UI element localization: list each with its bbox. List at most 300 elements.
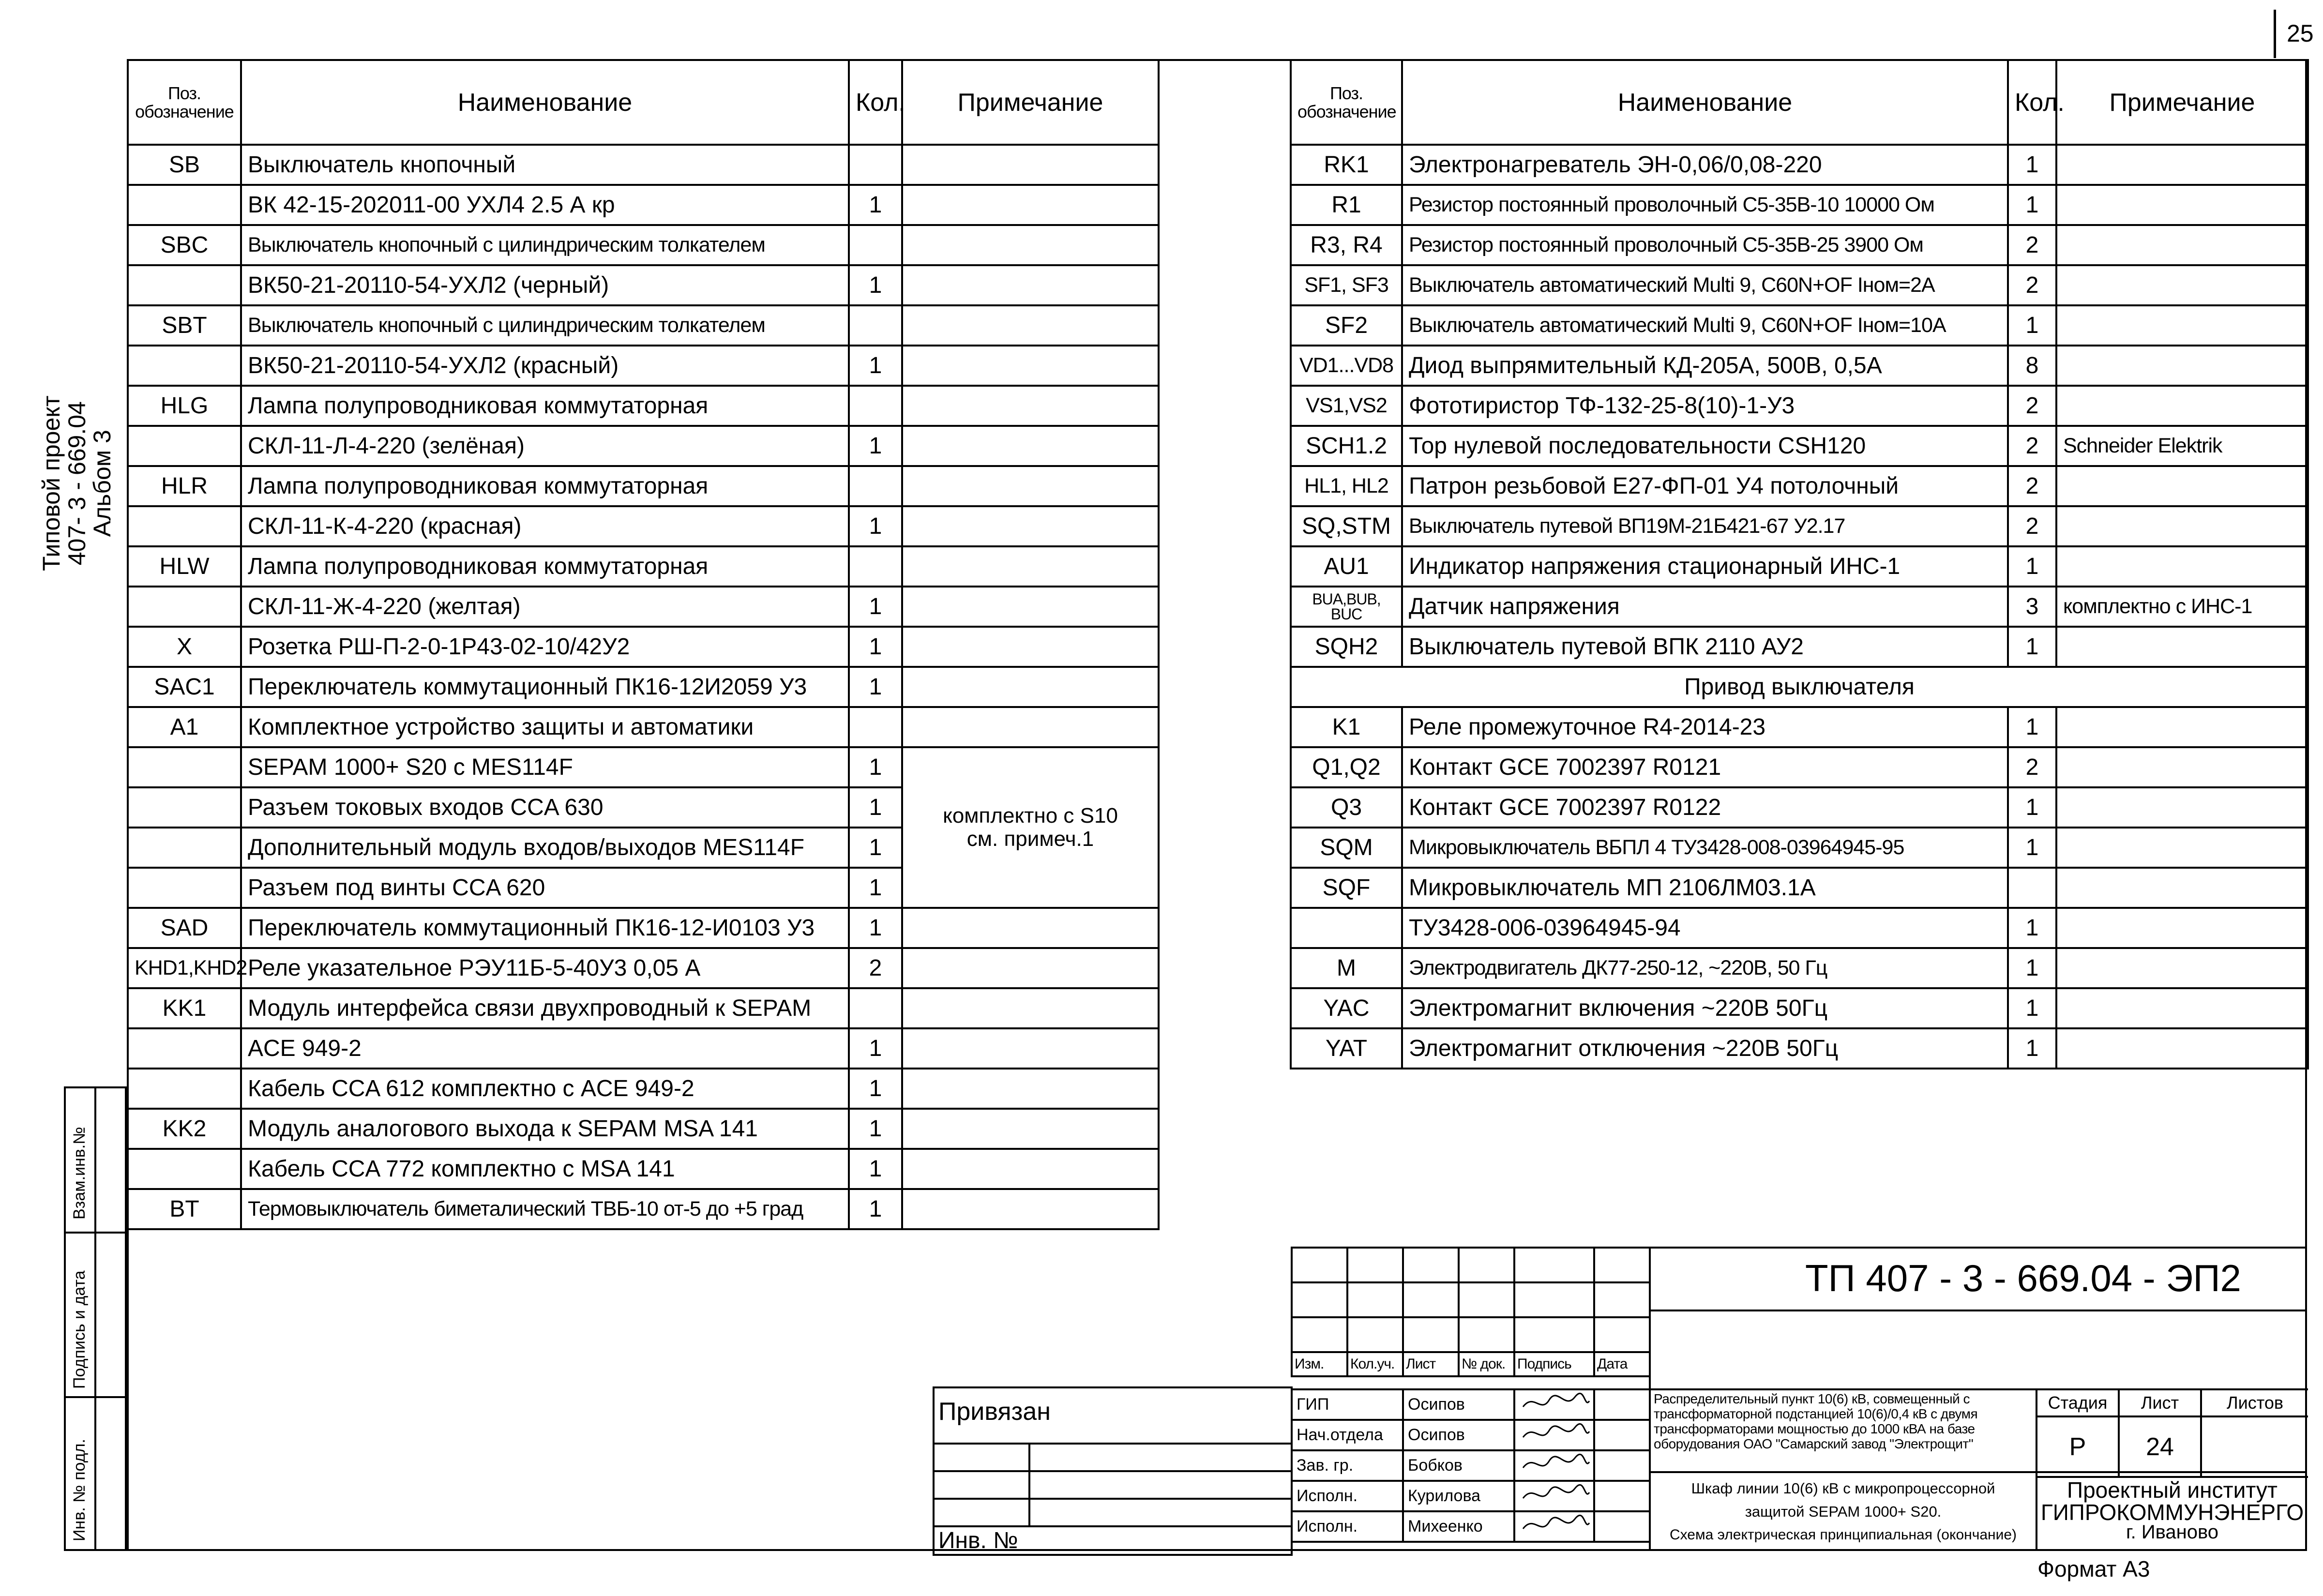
table-row bbox=[128, 225, 1159, 265]
row-name: ВК 42-15-202011-00 УХЛ4 2.5 А кр bbox=[241, 185, 849, 225]
signature-image bbox=[1514, 1511, 1594, 1542]
table-row bbox=[128, 587, 1159, 627]
row-qty: 1 bbox=[849, 627, 902, 667]
row-note bbox=[2056, 868, 2308, 908]
role-label: Зав. гр. bbox=[1292, 1450, 1403, 1481]
row-name: ТУ3428-006-03964945-94 bbox=[1402, 908, 2008, 948]
row-note bbox=[2056, 346, 2308, 386]
table-row bbox=[1291, 787, 2308, 828]
merged-note-line1: комплектно с S10 bbox=[943, 803, 1118, 828]
table-row bbox=[128, 305, 1159, 346]
row-qty: 2 bbox=[2008, 386, 2056, 426]
row-name: Тор нулевой последовательности CSH120 bbox=[1402, 426, 2008, 466]
row-note bbox=[2056, 707, 2308, 747]
sign-date bbox=[1594, 1481, 1650, 1511]
header-note: Примечание bbox=[902, 60, 1159, 145]
side-label-line3: Альбом 3 bbox=[89, 430, 116, 537]
row-note bbox=[902, 1109, 1159, 1149]
row-note bbox=[902, 346, 1159, 386]
row-pos: SAD bbox=[128, 908, 241, 948]
row-name: Переключатель коммутационный ПК16-12И2059 У3 bbox=[241, 667, 849, 707]
row-pos bbox=[128, 265, 241, 305]
revision-col-header: Дата bbox=[1594, 1352, 1650, 1376]
person-name: Бобков bbox=[1403, 1450, 1514, 1481]
row-note-merged bbox=[902, 747, 1159, 908]
row-note bbox=[2056, 506, 2308, 546]
row-note bbox=[902, 1069, 1159, 1109]
row-pos bbox=[1291, 908, 1402, 948]
row-note bbox=[2056, 747, 2308, 787]
row-pos bbox=[128, 587, 241, 627]
table-row bbox=[128, 145, 1159, 185]
table-row bbox=[1291, 627, 2308, 667]
sheet-value: 24 bbox=[2119, 1416, 2201, 1477]
row-note bbox=[2056, 828, 2308, 868]
table-row bbox=[1291, 587, 2308, 627]
revision-col-header: Лист bbox=[1403, 1352, 1459, 1376]
strip-label-inv: Инв. № подл. bbox=[70, 1439, 89, 1541]
role-label: Исполн. bbox=[1292, 1511, 1403, 1542]
row-name: Переключатель коммутационный ПК16-12-И0103 У3 bbox=[241, 908, 849, 948]
header-name: Наименование bbox=[1402, 60, 2008, 145]
row-pos bbox=[128, 185, 241, 225]
table-row bbox=[128, 1149, 1159, 1189]
row-name: Разъем под винты CCA 620 bbox=[241, 868, 849, 908]
table-row bbox=[128, 265, 1159, 305]
row-pos: SBT bbox=[128, 305, 241, 346]
sign-date bbox=[1594, 1420, 1650, 1450]
row-note bbox=[902, 587, 1159, 627]
row-name: Лампа полупроводниковая коммутаторная bbox=[241, 386, 849, 426]
row-pos bbox=[128, 868, 241, 908]
row-name: Лампа полупроводниковая коммутаторная bbox=[241, 466, 849, 506]
row-pos: YAT bbox=[1291, 1028, 1402, 1069]
person-name: Михеенко bbox=[1403, 1511, 1514, 1542]
row-qty: 2 bbox=[849, 948, 902, 988]
row-pos: K1 bbox=[1291, 707, 1402, 747]
page-number: 25 bbox=[2287, 20, 2314, 47]
row-name: ВК50-21-20110-54-УХЛ2 (черный) bbox=[241, 265, 849, 305]
row-note bbox=[2056, 787, 2308, 828]
merged-note-line2: см. примеч.1 bbox=[966, 827, 1094, 851]
signature-scribble bbox=[1519, 1390, 1592, 1415]
row-note bbox=[902, 466, 1159, 506]
row-pos bbox=[128, 1069, 241, 1109]
row-qty bbox=[849, 386, 902, 426]
table-row bbox=[128, 747, 1159, 787]
row-qty: 2 bbox=[2008, 747, 2056, 787]
row-pos: HLR bbox=[128, 466, 241, 506]
sheet-title-1: Шкаф линии 10(6) кВ с микропроцессорной bbox=[1691, 1480, 1995, 1497]
row-name: Реле промежуточное R4-2014-23 bbox=[1402, 707, 2008, 747]
row-note bbox=[902, 988, 1159, 1028]
right-header-row bbox=[1291, 60, 2308, 145]
row-pos bbox=[128, 506, 241, 546]
row-note bbox=[902, 225, 1159, 265]
row-pos: HL1, HL2 bbox=[1291, 466, 1402, 506]
signature-image bbox=[1514, 1420, 1594, 1450]
row-qty: 1 bbox=[2008, 988, 2056, 1028]
sign-date bbox=[1594, 1389, 1650, 1420]
table-row bbox=[128, 627, 1159, 667]
row-note bbox=[2056, 988, 2308, 1028]
sheet-title-2: защитой SEPAM 1000+ S20. bbox=[1745, 1503, 1942, 1520]
person-name: Курилова bbox=[1403, 1481, 1514, 1511]
row-pos: YAC bbox=[1291, 988, 1402, 1028]
row-name: СКЛ-11-Л-4-220 (зелёная) bbox=[241, 426, 849, 466]
row-pos: VD1...VD8 bbox=[1291, 346, 1402, 386]
row-qty: 1 bbox=[849, 346, 902, 386]
table-row bbox=[1291, 265, 2308, 305]
row-qty: 1 bbox=[849, 506, 902, 546]
row-note bbox=[2056, 185, 2308, 225]
row-name: Розетка РШ-П-2-0-1Р43-02-10/42У2 bbox=[241, 627, 849, 667]
left-header-row bbox=[128, 60, 1159, 145]
strip-label-signature: Подпись и дата bbox=[70, 1270, 89, 1389]
row-qty: 2 bbox=[2008, 466, 2056, 506]
row-qty: 1 bbox=[849, 426, 902, 466]
signature-row bbox=[1292, 1420, 1650, 1450]
table-row bbox=[128, 1069, 1159, 1109]
signature-image bbox=[1514, 1450, 1594, 1481]
org-line-3: г. Иваново bbox=[2126, 1521, 2219, 1543]
row-pos: Q3 bbox=[1291, 787, 1402, 828]
row-qty: 1 bbox=[2008, 1028, 2056, 1069]
row-pos: R1 bbox=[1291, 185, 1402, 225]
row-note bbox=[902, 386, 1159, 426]
row-name: Микровыключатель ВБПЛ 4 ТУ3428-008-03964945-95 bbox=[1402, 828, 2008, 868]
row-pos: VS1,VS2 bbox=[1291, 386, 1402, 426]
row-qty: 1 bbox=[849, 1149, 902, 1189]
sheet-title-cell bbox=[1649, 1471, 2037, 1551]
revision-col-header: Подпись bbox=[1514, 1352, 1594, 1376]
row-pos: SAC1 bbox=[128, 667, 241, 707]
row-note bbox=[902, 908, 1159, 948]
row-qty: 1 bbox=[2008, 627, 2056, 667]
table-row bbox=[128, 546, 1159, 587]
row-name: Выключатель кнопочный с цилиндрическим толкателем bbox=[241, 225, 849, 265]
row-note: Schneider Elektrik bbox=[2056, 426, 2308, 466]
row-note bbox=[902, 145, 1159, 185]
row-name: Контакт GCE 7002397 R0121 bbox=[1402, 747, 2008, 787]
header-qty: Кол. bbox=[849, 60, 902, 145]
row-qty: 1 bbox=[2008, 185, 2056, 225]
row-pos: SQ,STM bbox=[1291, 506, 1402, 546]
header-note: Примечание bbox=[2056, 60, 2308, 145]
org-line-2: ГИПРОКОММУНЭНЕРГО bbox=[2040, 1500, 2304, 1525]
stage-grid bbox=[2036, 1388, 2308, 1478]
row-name: Выключатель путевой ВПК 2110 АУ2 bbox=[1402, 627, 2008, 667]
table-row bbox=[1291, 466, 2308, 506]
table-row bbox=[128, 908, 1159, 948]
row-name: Резистор постоянный проволочный С5-35В-10 10000 Ом bbox=[1402, 185, 2008, 225]
row-qty bbox=[849, 988, 902, 1028]
section-title: Привод выключателя bbox=[1291, 667, 2308, 707]
table-row bbox=[1291, 506, 2308, 546]
row-qty: 1 bbox=[849, 265, 902, 305]
row-qty: 3 bbox=[2008, 587, 2056, 627]
signature-scribble bbox=[1519, 1451, 1592, 1476]
row-name: Контакт GCE 7002397 R0122 bbox=[1402, 787, 2008, 828]
signature-image bbox=[1514, 1481, 1594, 1511]
revision-col-header: № док. bbox=[1459, 1352, 1514, 1376]
row-pos: KK1 bbox=[128, 988, 241, 1028]
row-pos: SBC bbox=[128, 225, 241, 265]
row-note bbox=[902, 1149, 1159, 1189]
org-line-1: Проектный институт bbox=[2067, 1477, 2278, 1503]
row-qty: 1 bbox=[2008, 908, 2056, 948]
privyazan-label: Привязан bbox=[934, 1387, 1292, 1444]
row-qty bbox=[849, 707, 902, 747]
row-qty: 1 bbox=[849, 1028, 902, 1069]
table-row bbox=[1291, 225, 2308, 265]
row-name: Индикатор напряжения стационарный ИНС-1 bbox=[1402, 546, 2008, 587]
row-pos: RK1 bbox=[1291, 145, 1402, 185]
table-row bbox=[1291, 346, 2308, 386]
privyazan-block bbox=[933, 1386, 1293, 1556]
row-note bbox=[2056, 386, 2308, 426]
row-note bbox=[2056, 627, 2308, 667]
row-qty: 1 bbox=[2008, 546, 2056, 587]
table-row bbox=[128, 988, 1159, 1028]
row-name: Кабель CCA 772 комплектно с MSA 141 bbox=[241, 1149, 849, 1189]
row-note bbox=[2056, 466, 2308, 506]
table-row bbox=[128, 707, 1159, 747]
row-pos: KK2 bbox=[128, 1109, 241, 1149]
row-name: Комплектное устройство защиты и автоматики bbox=[241, 707, 849, 747]
project-description: Распределительный пункт 10(6) кВ, совмещенный с трансформаторной подстанцией 10(6)/0,4 кВ с двумя трансформаторами мощностью до 1000 кВА на базе оборудования ОАО "Самарский завод "Электрощит" bbox=[1654, 1391, 1978, 1451]
revision-header-row bbox=[1292, 1352, 1650, 1376]
row-qty: 1 bbox=[849, 1069, 902, 1109]
row-pos: SF1, SF3 bbox=[1291, 265, 1402, 305]
role-label: Нач.отдела bbox=[1292, 1420, 1403, 1450]
sign-date bbox=[1594, 1511, 1650, 1542]
row-pos bbox=[128, 828, 241, 868]
row-note bbox=[902, 546, 1159, 587]
row-note bbox=[2056, 948, 2308, 988]
row-qty: 2 bbox=[2008, 265, 2056, 305]
row-qty bbox=[849, 145, 902, 185]
row-note bbox=[902, 1189, 1159, 1229]
row-name: Диод выпрямительный КД-205А, 500В, 0,5А bbox=[1402, 346, 2008, 386]
person-name: Осипов bbox=[1403, 1420, 1514, 1450]
signature-scribble bbox=[1519, 1482, 1592, 1506]
table-row bbox=[1291, 305, 2308, 346]
row-note bbox=[902, 948, 1159, 988]
row-pos: HLW bbox=[128, 546, 241, 587]
row-qty bbox=[849, 305, 902, 346]
revision-grid bbox=[1291, 1247, 1651, 1377]
row-name: Выключатель кнопочный bbox=[241, 145, 849, 185]
row-qty: 1 bbox=[849, 1189, 902, 1229]
table-row bbox=[1291, 828, 2308, 868]
row-name: Выключатель путевой ВП19М-21Б421-67 У2.17 bbox=[1402, 506, 2008, 546]
row-name: Модуль интерфейса связи двухпроводный к SEPAM bbox=[241, 988, 849, 1028]
revision-col-header: Изм. bbox=[1292, 1352, 1347, 1376]
row-name: Выключатель кнопочный с цилиндрическим толкателем bbox=[241, 305, 849, 346]
row-note bbox=[902, 426, 1159, 466]
sign-date bbox=[1594, 1450, 1650, 1481]
row-name: Лампа полупроводниковая коммутаторная bbox=[241, 546, 849, 587]
table-row bbox=[1291, 948, 2308, 988]
row-qty: 2 bbox=[2008, 426, 2056, 466]
description-cell bbox=[1649, 1388, 2037, 1473]
row-note bbox=[2056, 546, 2308, 587]
row-pos: SQF bbox=[1291, 868, 1402, 908]
row-qty: 1 bbox=[849, 787, 902, 828]
row-pos: SQM bbox=[1291, 828, 1402, 868]
row-note bbox=[902, 1028, 1159, 1069]
row-pos bbox=[128, 1149, 241, 1189]
row-qty: 2 bbox=[2008, 225, 2056, 265]
row-note: комплектно с ИНС-1 bbox=[2056, 587, 2308, 627]
row-pos: SF2 bbox=[1291, 305, 1402, 346]
row-pos: SB bbox=[128, 145, 241, 185]
row-note bbox=[2056, 225, 2308, 265]
row-qty: 1 bbox=[849, 185, 902, 225]
row-qty: 1 bbox=[849, 1109, 902, 1149]
row-name: Разъем токовых входов CCA 630 bbox=[241, 787, 849, 828]
row-pos: BT bbox=[128, 1189, 241, 1229]
row-qty: 1 bbox=[849, 868, 902, 908]
row-note bbox=[902, 265, 1159, 305]
row-pos bbox=[128, 346, 241, 386]
strip-label-replace: Взам.инв.№ bbox=[70, 1127, 89, 1220]
row-pos: KHD1,KHD2 bbox=[128, 948, 241, 988]
row-name: СКЛ-11-К-4-220 (красная) bbox=[241, 506, 849, 546]
row-name: ACE 949-2 bbox=[241, 1028, 849, 1069]
row-pos bbox=[128, 747, 241, 787]
row-pos: M bbox=[1291, 948, 1402, 988]
section-row bbox=[1291, 667, 2308, 707]
row-name: Модуль аналогового выхода к SEPAM MSA 141 bbox=[241, 1109, 849, 1149]
role-label: ГИП bbox=[1292, 1389, 1403, 1420]
inv-number-label: Инв. № bbox=[934, 1526, 1292, 1555]
table-row bbox=[128, 1028, 1159, 1069]
format-label: Формат А3 bbox=[2037, 1556, 2150, 1581]
row-name: Фототиристор ТФ-132-25-8(10)-1-У3 bbox=[1402, 386, 2008, 426]
table-row bbox=[128, 506, 1159, 546]
roles-grid bbox=[1291, 1388, 1651, 1543]
sheet-label: Лист bbox=[2119, 1389, 2201, 1416]
header-name: Наименование bbox=[241, 60, 849, 145]
row-name: Электромагнит отключения ~220В 50Гц bbox=[1402, 1028, 2008, 1069]
row-note bbox=[902, 185, 1159, 225]
table-row bbox=[128, 185, 1159, 225]
row-qty bbox=[849, 225, 902, 265]
table-row bbox=[1291, 426, 2308, 466]
row-note bbox=[2056, 305, 2308, 346]
title-block-empty-cell bbox=[1649, 1310, 2307, 1390]
table-row bbox=[128, 386, 1159, 426]
document-code: ТП 407 - 3 - 669.04 - ЭП2 bbox=[1805, 1257, 2241, 1299]
row-qty: 1 bbox=[2008, 787, 2056, 828]
table-row bbox=[1291, 145, 2308, 185]
revision-col-header: Кол.уч. bbox=[1347, 1352, 1403, 1376]
row-pos bbox=[128, 787, 241, 828]
row-name: Патрон резьбовой Е27-ФП-01 У4 потолочный bbox=[1402, 466, 2008, 506]
table-row bbox=[128, 948, 1159, 988]
table-row bbox=[1291, 185, 2308, 225]
table-row bbox=[1291, 1028, 2308, 1069]
row-name: SEPAM 1000+ S20 с MES114F bbox=[241, 747, 849, 787]
row-qty: 1 bbox=[2008, 305, 2056, 346]
right-spec-table bbox=[1290, 59, 2309, 1069]
role-label: Исполн. bbox=[1292, 1481, 1403, 1511]
row-name: Электронагреватель ЭН-0,06/0,08-220 bbox=[1402, 145, 2008, 185]
signature-scribble bbox=[1519, 1512, 1592, 1536]
table-row bbox=[1291, 386, 2308, 426]
table-row bbox=[128, 667, 1159, 707]
sheets-label: Листов bbox=[2201, 1389, 2308, 1416]
row-pos bbox=[128, 426, 241, 466]
row-qty: 1 bbox=[2008, 707, 2056, 747]
row-name: Кабель CCA 612 комплектно с ACE 949-2 bbox=[241, 1069, 849, 1109]
row-note bbox=[902, 305, 1159, 346]
signature-scribble bbox=[1519, 1421, 1592, 1445]
row-qty: 1 bbox=[849, 667, 902, 707]
row-pos: BUA,BUB, BUC bbox=[1291, 587, 1402, 627]
table-row bbox=[1291, 908, 2308, 948]
row-name: Термовыключатель биметалический ТВБ-10 от-5 до +5 град bbox=[241, 1189, 849, 1229]
table-row bbox=[1291, 988, 2308, 1028]
table-row bbox=[128, 346, 1159, 386]
row-note bbox=[2056, 145, 2308, 185]
signature-row bbox=[1292, 1511, 1650, 1542]
row-note bbox=[902, 707, 1159, 747]
row-pos: SCH1.2 bbox=[1291, 426, 1402, 466]
row-name: Электродвигатель ДК77-250-12, ~220В, 50 Гц bbox=[1402, 948, 2008, 988]
row-qty: 2 bbox=[2008, 506, 2056, 546]
row-pos: AU1 bbox=[1291, 546, 1402, 587]
row-qty: 8 bbox=[2008, 346, 2056, 386]
row-name: Дополнительный модуль входов/выходов MES114F bbox=[241, 828, 849, 868]
row-qty bbox=[849, 546, 902, 587]
side-label bbox=[39, 395, 115, 571]
table-row bbox=[1291, 747, 2308, 787]
row-note bbox=[2056, 265, 2308, 305]
side-label-line1: Типовой проект bbox=[38, 395, 65, 571]
row-name: ВК50-21-20110-54-УХЛ2 (красный) bbox=[241, 346, 849, 386]
sheets-value bbox=[2201, 1416, 2308, 1477]
row-pos: R3, R4 bbox=[1291, 225, 1402, 265]
row-pos bbox=[128, 1028, 241, 1069]
row-qty: 1 bbox=[849, 828, 902, 868]
header-pos: Поз. обозначение bbox=[128, 60, 241, 145]
row-pos: SQH2 bbox=[1291, 627, 1402, 667]
row-note bbox=[902, 506, 1159, 546]
signature-row bbox=[1292, 1481, 1650, 1511]
row-note bbox=[2056, 1028, 2308, 1069]
row-qty: 1 bbox=[2008, 948, 2056, 988]
row-name: Микровыключатель МП 2106ЛМ03.1А bbox=[1402, 868, 2008, 908]
table-row bbox=[128, 1189, 1159, 1229]
table-row bbox=[1291, 868, 2308, 908]
row-qty: 1 bbox=[2008, 828, 2056, 868]
side-label-line2: 407- 3 - 669.04 bbox=[63, 401, 91, 566]
table-row bbox=[1291, 707, 2308, 747]
table-row bbox=[1291, 546, 2308, 587]
header-pos: Поз. обозначение bbox=[1291, 60, 1402, 145]
row-name: Резистор постоянный проволочный С5-35В-25 3900 Ом bbox=[1402, 225, 2008, 265]
sheet-title-3: Схема электрическая принципиальная (окончание) bbox=[1669, 1527, 2017, 1543]
row-note bbox=[902, 627, 1159, 667]
row-name: Выключатель автоматический Multi 9, C60N+OF Iном=10А bbox=[1402, 305, 2008, 346]
organization-cell bbox=[2036, 1471, 2307, 1551]
row-qty: 1 bbox=[2008, 145, 2056, 185]
signature-image bbox=[1514, 1389, 1594, 1420]
signature-row bbox=[1292, 1389, 1650, 1420]
